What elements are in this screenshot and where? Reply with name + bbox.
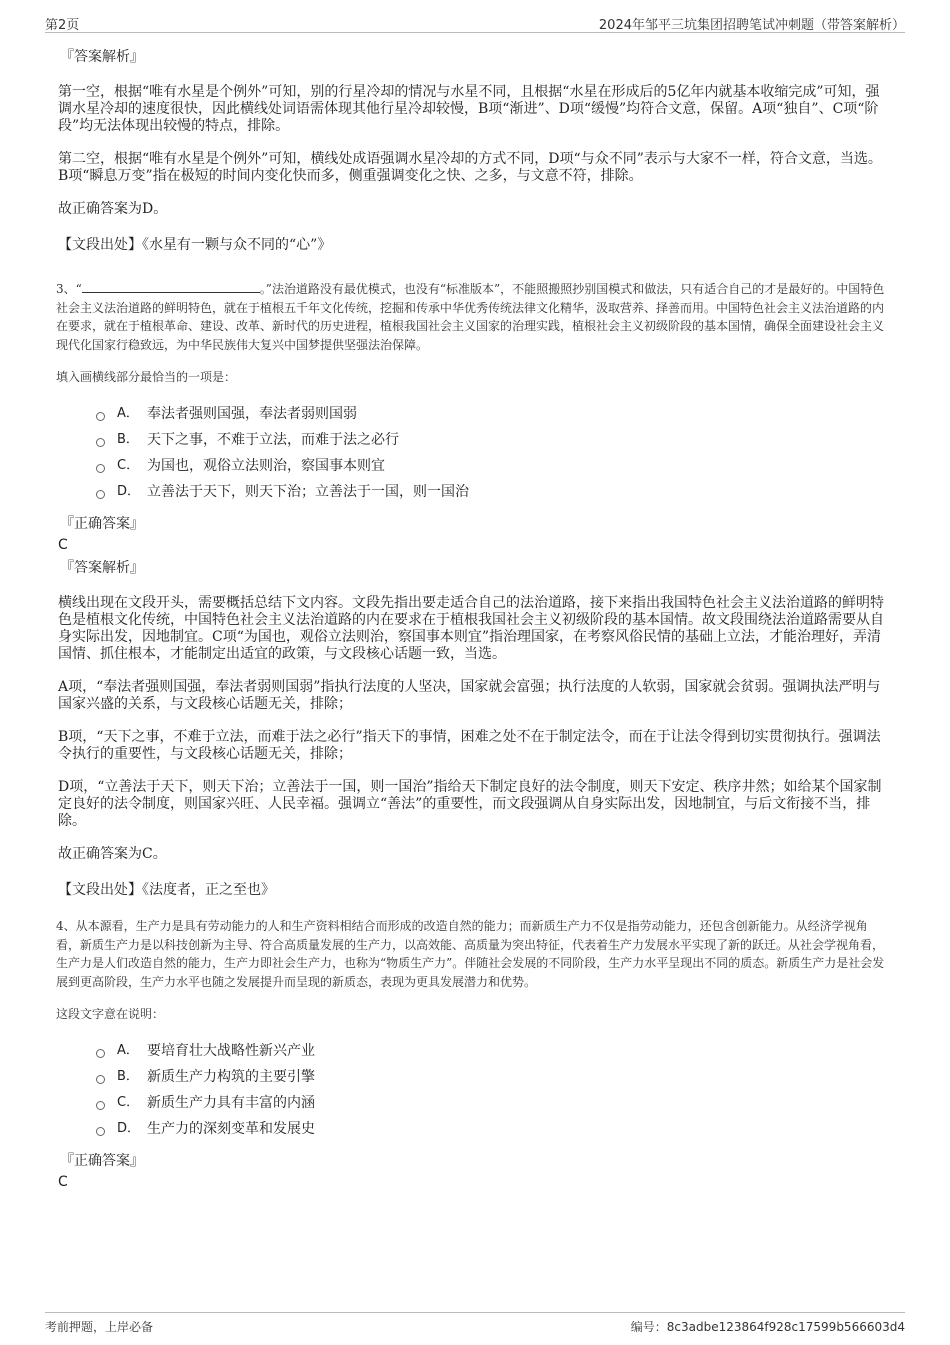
analysis-paragraph: 故正确答案为D。 (58, 201, 168, 217)
footer-slogan: 考前押题，上岸必备 (45, 1320, 154, 1334)
radio-icon[interactable] (96, 1049, 105, 1058)
question-4-text: 4、从本源看，生产力是具有劳动能力的人和生产资料相结合而形成的改造自然的能力；而新质生产力不仅是指劳动能力，还包含创新能力。从经济学视角看，新质生产力是以科技创新为主导、符合高质量发展的生产力，以高效能、高质量为突出特征，代表着生产力发展水平实现了新的跃迁。从社会学视角看，生产力是人们改造自然的能力，生产力即社会生产力，也称为“物质生产力”。伴随社会发展的不同阶段，生产力水平呈现出不同的质态。新质生产力是社会发展到更高阶段，生产力水平也随之发展提升而呈现的新质态，表现为更具发展潜力和优势。 (56, 919, 885, 989)
correct-answer-label: 『正确答案』 (60, 516, 144, 532)
analysis-paragraph: 故正确答案为C。 (58, 846, 167, 862)
radio-icon[interactable] (96, 490, 105, 499)
analysis-paragraph: 横线出现在文段开头，需要概括总结下文内容。文段先指出要走适合自己的法治道路，接下来指出我国特色社会主义法治道路的鲜明特色是植根文化传统，中国特色社会主义法治道路的内在要求在于植根我国社会主义初级阶段的基本国情。故文段围绕法治道路需要从自身实际出发，因地制宜。C项“为国也，观俗立法则治，察国事本则宜”指治理国家，在考察风俗民情的基础上立法，才能治理好，弄清国情、抓住根本，才能制定出适宜的政策，与文段核心话题一致，当选。 (58, 595, 884, 662)
question-4-prompt: 这段文字意在说明： (56, 1007, 165, 1021)
question-3-prompt: 填入画横线部分最恰当的一项是： (56, 370, 237, 384)
passage-source: 【文段出处】《法度者，正之至也》 (58, 882, 275, 898)
fill-blank (82, 282, 260, 293)
analysis-paragraph: 第一空，根据“唯有水星是个例外”可知，别的行星冷却的情况与水星不同，且根据“水星在形成后的5亿年内就基本收缩完成”可知，强调水星冷却的速度很快，因此横线处词语需体现其他行星冷却较慢，B项“渐进”、D项“缓慢”均符合文意，保留。A项“独自”、C项“阶段”均无法体现出较慢的特点，排除。 (58, 84, 880, 134)
option-b[interactable]: B． 天下之事，不难于立法，而难于法之必行 (96, 427, 886, 453)
analysis-label: 『答案解析』 (60, 560, 144, 576)
correct-answer: C (58, 1174, 68, 1190)
document-body (56, 46, 886, 1194)
document-title: 2024年邹平三坑集团招聘笔试冲刺题（带答案解析） (598, 18, 905, 33)
radio-icon[interactable] (96, 438, 105, 447)
radio-icon[interactable] (96, 1127, 105, 1136)
correct-answer-label: 『正确答案』 (60, 1153, 144, 1169)
analysis-label: 『答案解析』 (60, 49, 144, 65)
question-3-options (96, 401, 886, 505)
radio-icon[interactable] (96, 412, 105, 421)
option-d[interactable]: D． 生产力的深刻变革和发展史 (96, 1116, 886, 1142)
question-3-text: 3、“ 。”法治道路没有最优模式，也没有“标准版本”，不能照搬照抄别国模式和做法，只有适合自己的才是最好的。中国特色社会主义法治道路的鲜明特色，就在于植根五千年文化传统，挖掘和传承中华优秀传统法律文化精华，汲取营养、择善而用。中国特色社会主义法治道路的内在要求，就在于植根革命、建设、改革、新时代的历史进程，植根我国社会主义国家的治理实践，植根社会主义初级阶段的基本国情，确保全面建设社会主义现代化国家行稳致远，为中华民族伟大复兴中国梦提供坚强法治保障。 (56, 282, 885, 352)
analysis-paragraph: D项，“立善法于天下，则天下治；立善法于一国，则一国治”指给天下制定良好的法令制度，则天下安定、秩序井然；如给某个国家制定良好的法令制度，则国家兴旺、人民幸福。强调立“善法”的重要性，而文段强调从自身实际出发，因地制宜，与后文衔接不当，排除。 (58, 779, 882, 829)
option-c[interactable]: C． 为国也，观俗立法则治，察国事本则宜 (96, 453, 886, 479)
option-b[interactable]: B． 新质生产力构筑的主要引擎 (96, 1064, 886, 1090)
radio-icon[interactable] (96, 1075, 105, 1084)
document-code: 编号：8c3adbe123864f928c17599b566603d4 (630, 1320, 905, 1334)
radio-icon[interactable] (96, 464, 105, 473)
analysis-paragraph: A项，“奉法者强则国强，奉法者弱则国弱”指执行法度的人坚决，国家就会富强；执行法度的人软弱，国家就会贫弱。强调执法严明与国家兴盛的关系，与文段核心话题无关，排除； (58, 679, 881, 712)
analysis-paragraph: B项，“天下之事，不难于立法，而难于法之必行”指天下的事情，困难之处不在于制定法令，而在于让法令得到切实贯彻执行。强调法令执行的重要性，与文段核心话题无关，排除； (58, 729, 881, 762)
option-d[interactable]: D． 立善法于天下，则天下治；立善法于一国，则一国治 (96, 479, 886, 505)
page-header (45, 12, 905, 33)
option-a[interactable]: A． 要培育壮大战略性新兴产业 (96, 1038, 886, 1064)
analysis-paragraph: 第二空，根据“唯有水星是个例外”可知，横线处成语强调水星冷却的方式不同，D项“与众不同”表示与大家不一样，符合文意，当选。B项“瞬息万变”指在极短的时间内变化快而多，侧重强调变化之快、之多，与文意不符，排除。 (58, 151, 882, 184)
page-footer (45, 1312, 905, 1335)
question-4-options (96, 1038, 886, 1142)
passage-source: 【文段出处】《水星有一颗与众不同的“心”》 (58, 237, 332, 253)
page-number: 第2页 (45, 18, 80, 33)
radio-icon[interactable] (96, 1101, 105, 1110)
option-c[interactable]: C． 新质生产力具有丰富的内涵 (96, 1090, 886, 1116)
option-a[interactable]: A． 奉法者强则国强，奉法者弱则国弱 (96, 401, 886, 427)
correct-answer: C (58, 537, 68, 553)
